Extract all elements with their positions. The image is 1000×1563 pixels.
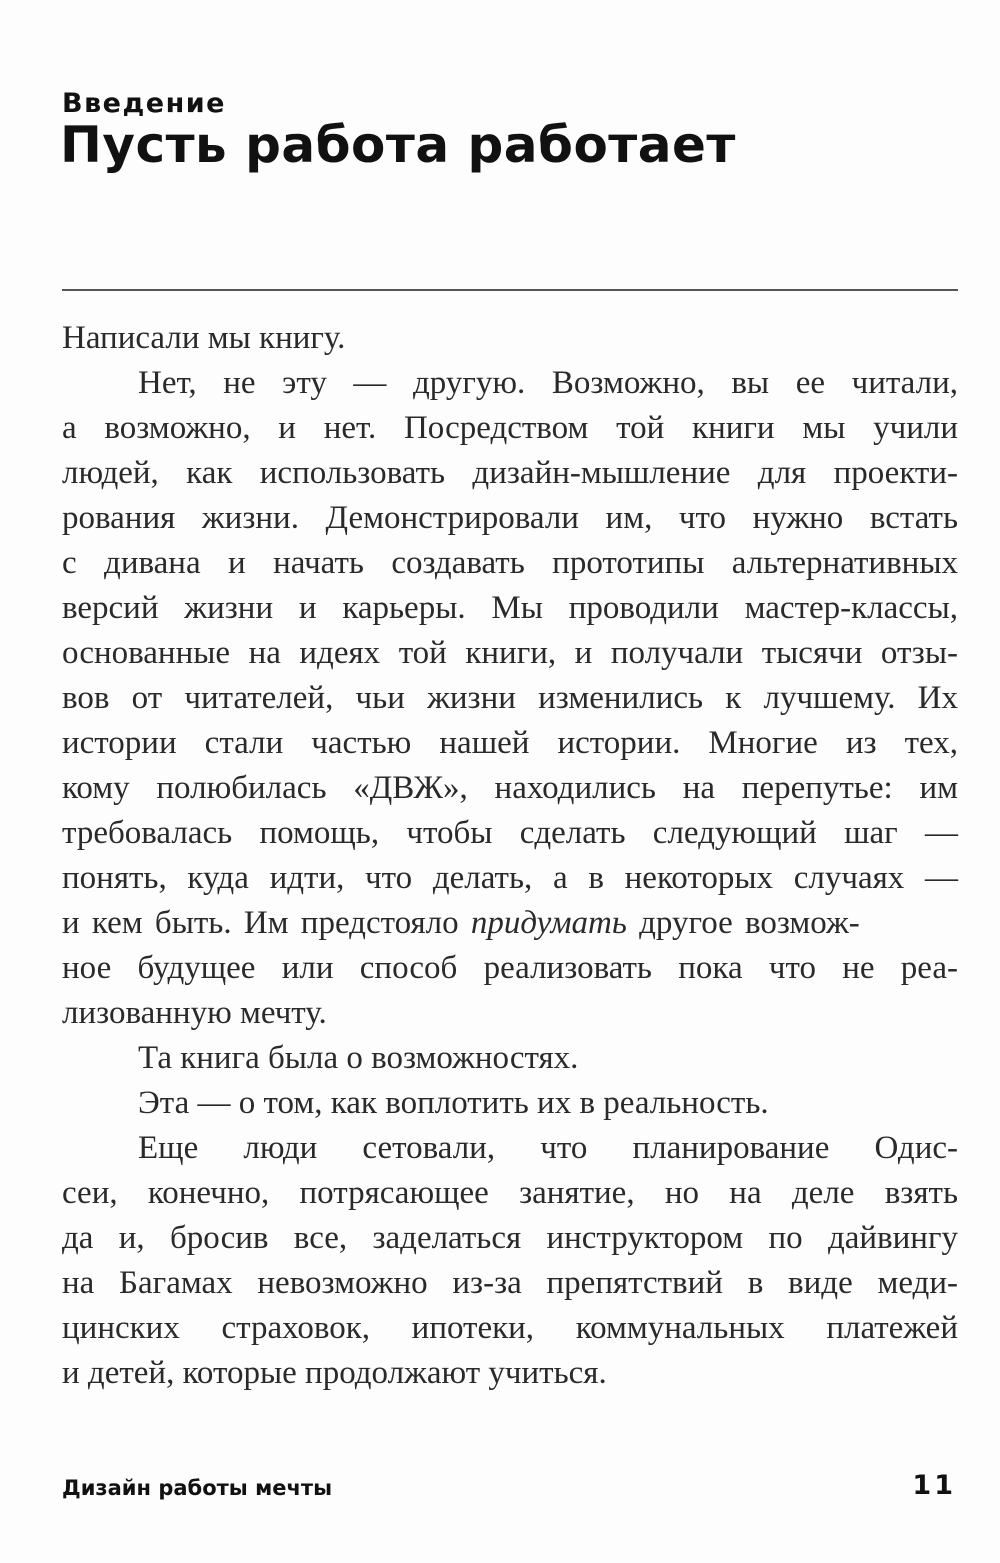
text-line: людей, как использовать дизайн-мышление для проекти- — [62, 455, 958, 491]
text-line: на Багамах невозможно из-за препятствий в виде меди- — [62, 1265, 958, 1301]
text-line: требовалась помощь, чтобы сделать следующий шаг — — [62, 815, 958, 851]
text-fragment: другое возмож- — [626, 905, 860, 941]
text-line: истории стали частью нашей истории. Многие из тех, — [62, 725, 958, 761]
text-line: Та книга была о возможностях. — [138, 1040, 579, 1076]
text-line: Написали мы книгу. — [62, 320, 346, 356]
text-line: Нет, не эту — другую. Возможно, вы ее читали, — [138, 365, 958, 401]
text-line: кому полюбилась «ДВЖ», находились на перепутье: им — [62, 770, 958, 806]
text-line: и детей, которые продолжают учиться. — [62, 1355, 607, 1391]
text-line: Еще люди сетовали, что планирование Одис- — [138, 1130, 958, 1166]
text-line: рования жизни. Демонстрировали им, что нужно встать — [62, 500, 958, 536]
text-line: ное будущее или способ реализовать пока что не реа- — [62, 950, 958, 986]
italic-emphasis: придумать — [470, 905, 627, 941]
text-line: Эта — о том, как воплотить их в реальность. — [138, 1085, 769, 1121]
body-text — [62, 316, 958, 1396]
title-divider — [62, 289, 958, 291]
text-line: понять, куда идти, что делать, а в некоторых случаях — — [62, 860, 958, 896]
chapter-kicker: Введение — [62, 88, 226, 119]
chapter-title: Пусть работа работает — [60, 116, 736, 174]
text-fragment: и кем быть. Им предстояло — [62, 905, 471, 941]
text-line: а возможно, и нет. Посредством той книги мы учили — [62, 410, 958, 446]
text-line: вов от читателей, чьи жизни изменились к лучшему. Их — [62, 680, 958, 716]
text-line-mixed — [62, 901, 958, 946]
text-line: версий жизни и карьеры. Мы проводили мастер-классы, — [62, 590, 958, 626]
text-line: да и, бросив все, заделаться инструктором по дайвингу — [62, 1220, 958, 1256]
running-footer-title: Дизайн работы мечты — [62, 1476, 333, 1500]
text-line: лизованную мечту. — [62, 995, 327, 1031]
page-number: 11 — [912, 1470, 956, 1501]
text-line: сеи, конечно, потрясающее занятие, но на деле взять — [62, 1175, 958, 1211]
text-line: с дивана и начать создавать прототипы альтернативных — [62, 545, 958, 581]
text-line: цинских страховок, ипотеки, коммунальных платежей — [62, 1310, 958, 1346]
text-line: основанные на идеях той книги, и получали тысячи отзы- — [62, 635, 958, 671]
